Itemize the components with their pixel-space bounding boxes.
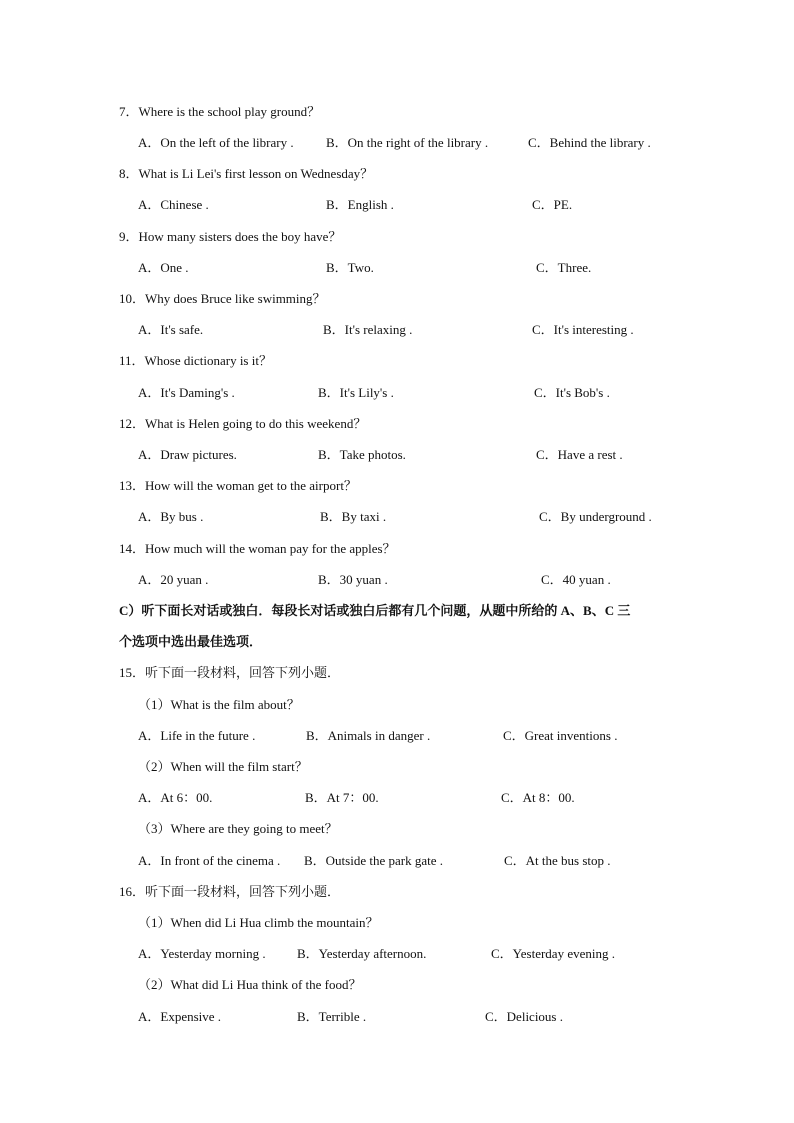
option-b: B．Two.: [326, 260, 374, 275]
question-9: 9．How many sisters does the boy have？: [119, 229, 342, 244]
option-a: A．Life in the future .: [138, 728, 256, 743]
option-c: C．Great inventions .: [503, 728, 618, 743]
section-c-instructions: C）听下面长对话或独白．每段长对话或独白后都有几个问题，从题中所给的 A、B、C 三: [119, 603, 631, 618]
option-b: B．Yesterday afternoon.: [297, 946, 427, 961]
question-16-intro: 16．听下面一段材料，回答下列小题．: [119, 884, 341, 899]
option-b: B．Take photos.: [318, 447, 406, 462]
option-a: A．Expensive .: [138, 1009, 222, 1024]
question-16-1: （1）When did Li Hua climb the mountain？: [138, 915, 379, 930]
option-b: B．On the right of the library .: [326, 135, 489, 150]
question-8: 8．What is Li Lei's first lesson on Wednesday？: [119, 166, 374, 181]
question-15-intro: 15．听下面一段材料，回答下列小题．: [119, 665, 341, 680]
option-c: C．It's interesting .: [532, 322, 634, 337]
option-c: C．Yesterday evening .: [491, 946, 615, 961]
option-c: C．Three.: [536, 260, 592, 275]
option-b: B．Outside the park gate .: [304, 853, 443, 868]
option-b: B．English .: [326, 197, 394, 212]
question-7: 7．Where is the school play ground？: [119, 104, 321, 119]
option-c: C．At 8：00.: [501, 790, 575, 805]
option-c: C．It's Bob's .: [534, 385, 610, 400]
option-a: A．It's safe.: [138, 322, 204, 337]
option-c: C．Delicious .: [485, 1009, 563, 1024]
option-c: C．By underground .: [539, 509, 652, 524]
option-a: A．Yesterday morning .: [138, 946, 266, 961]
option-a: A．One .: [138, 260, 189, 275]
question-10: 10．Why does Bruce like swimming？: [119, 291, 326, 306]
option-b: B．It's Lily's .: [318, 385, 394, 400]
option-b: B．It's relaxing .: [323, 322, 413, 337]
option-c: C．PE.: [532, 197, 573, 212]
question-15-2: （2）When will the film start？: [138, 759, 308, 774]
option-c: C．Behind the library .: [528, 135, 651, 150]
question-15-1: （1）What is the film about？: [138, 697, 300, 712]
option-a: A．20 yuan .: [138, 572, 209, 587]
option-a: A．Draw pictures.: [138, 447, 237, 462]
option-a: A．Chinese .: [138, 197, 209, 212]
question-14: 14．How much will the woman pay for the apples？: [119, 541, 396, 556]
option-a: A．At 6：00.: [138, 790, 213, 805]
option-b: B．Animals in danger .: [306, 728, 431, 743]
option-c: C．40 yuan .: [541, 572, 611, 587]
option-b: B．By taxi .: [320, 509, 387, 524]
option-a: A．It's Daming's .: [138, 385, 235, 400]
question-15-3: （3）Where are they going to meet？: [138, 821, 338, 836]
option-b: B．At 7：00.: [305, 790, 379, 805]
question-16-2: （2）What did Li Hua think of the food？: [138, 977, 362, 992]
option-b: B．Terrible .: [297, 1009, 367, 1024]
question-13: 13．How will the woman get to the airport？: [119, 478, 357, 493]
option-b: B．30 yuan .: [318, 572, 388, 587]
option-a: A．On the left of the library .: [138, 135, 294, 150]
option-c: C．Have a rest .: [536, 447, 623, 462]
question-12: 12．What is Helen going to do this weekend？: [119, 416, 367, 431]
section-c-instructions-cont: 个选项中选出最佳选项．: [119, 634, 263, 649]
question-11: 11．Whose dictionary is it？: [119, 353, 272, 368]
option-a: A．By bus .: [138, 509, 204, 524]
option-c: C．At the bus stop .: [504, 853, 611, 868]
option-a: A．In front of the cinema .: [138, 853, 281, 868]
